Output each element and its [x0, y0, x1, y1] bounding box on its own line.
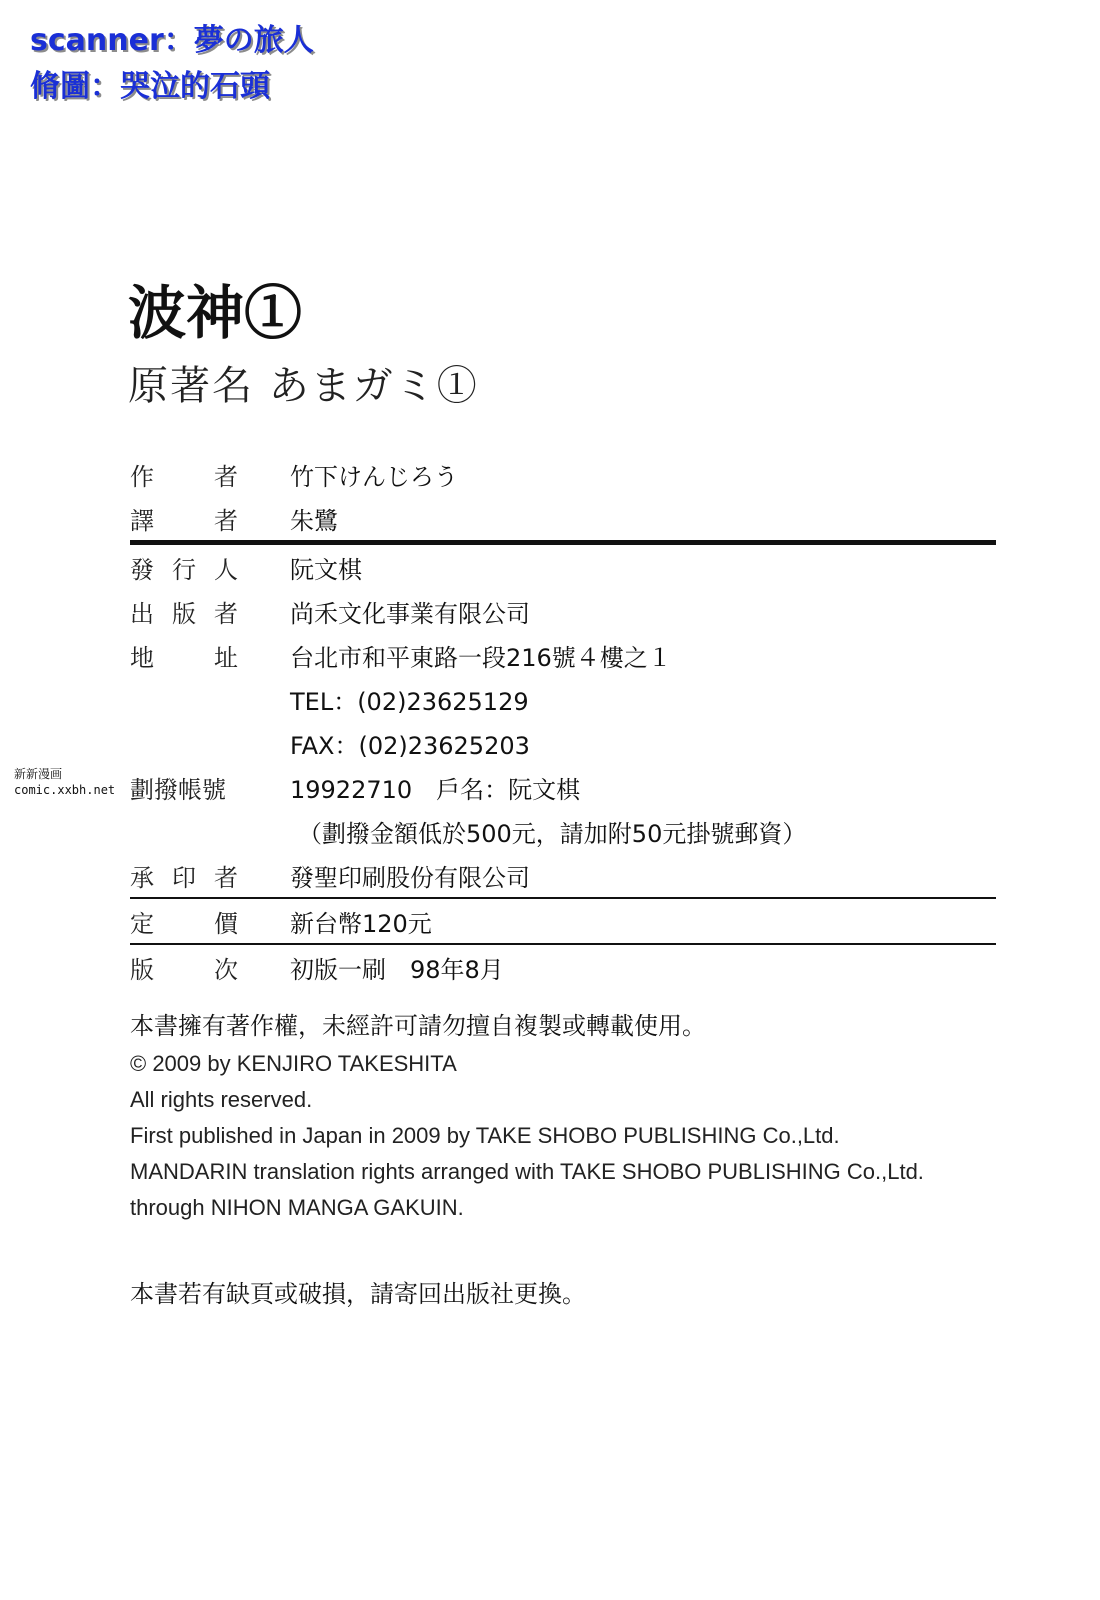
- label-char: 者: [214, 462, 238, 491]
- label-account: [130, 765, 238, 809]
- value-fax: FAX：(02)23625203: [290, 731, 530, 760]
- label-author: [130, 452, 238, 496]
- row-price: [130, 899, 996, 945]
- row-publisher-person: [130, 545, 996, 589]
- label-char: 址: [214, 643, 238, 672]
- label-char: 譯: [130, 506, 154, 535]
- value-publisher-person: 阮文棋: [290, 555, 362, 584]
- editor-credit: 脩圖：哭泣的石頭: [30, 69, 270, 104]
- label-char: 出: [130, 599, 154, 628]
- label-price: [130, 899, 238, 943]
- label-edition: [130, 945, 238, 989]
- label-address: [130, 633, 238, 677]
- row-fax: [130, 721, 996, 765]
- label-char: 承: [130, 863, 154, 892]
- label-translator: [130, 496, 238, 540]
- site-watermark: [14, 766, 115, 798]
- label-char: 者: [214, 506, 238, 535]
- watermark-name: 新新漫画: [14, 767, 63, 781]
- value-publisher: 尚禾文化事業有限公司: [290, 599, 530, 628]
- label-char: 價: [214, 909, 238, 938]
- label-char: 版: [130, 955, 154, 984]
- label-char: 者: [214, 863, 238, 892]
- original-title: 原著名 あまガミ①: [128, 363, 479, 409]
- rights-reserved: All rights reserved.: [130, 1087, 313, 1112]
- value-price: 新台幣120元: [290, 909, 432, 938]
- scanner-credit: scanner：夢の旅人: [30, 23, 314, 58]
- row-author: [130, 452, 996, 496]
- value-edition: 初版一刷 98年8月: [290, 955, 504, 984]
- first-published: First published in Japan in 2009 by TAKE SHOBO PUBLISHING Co.,Ltd.: [130, 1123, 840, 1148]
- label-char: 定: [130, 909, 154, 938]
- label-char: 行: [172, 555, 196, 584]
- label-char: 印: [172, 863, 196, 892]
- label-char: 版: [172, 599, 196, 628]
- value-account-note: （劃撥金額低於500元，請加附50元掛號郵資）: [298, 819, 807, 848]
- value-account: 19922710 戶名：阮文棋: [290, 775, 581, 804]
- colophon-table: [130, 452, 996, 989]
- value-author: 竹下けんじろう: [290, 462, 458, 491]
- label-text: 劃撥帳號: [130, 775, 226, 804]
- row-printer: [130, 853, 996, 899]
- row-account: [130, 765, 996, 809]
- label-char: 次: [214, 955, 238, 984]
- scan-credits: [30, 18, 314, 110]
- row-edition: [130, 945, 996, 989]
- label-char: 地: [130, 643, 154, 672]
- label-char: 作: [130, 462, 154, 491]
- translation-rights: MANDARIN translation rights arranged with TAKE SHOBO PUBLISHING Co.,Ltd.: [130, 1159, 924, 1184]
- row-address: [130, 633, 996, 677]
- value-translator: 朱鷺: [290, 506, 338, 535]
- row-tel: [130, 677, 996, 721]
- through-agency: through NIHON MANGA GAKUIN.: [130, 1195, 464, 1220]
- label-publisher-person: [130, 545, 238, 589]
- book-title: 波神①: [128, 279, 303, 347]
- row-translator: [130, 496, 996, 545]
- value-tel: TEL：(02)23625129: [290, 687, 529, 716]
- copyright-notice-zh: 本書擁有著作權，未經許可請勿擅自複製或轉載使用。: [130, 1012, 706, 1040]
- row-account-note: [130, 809, 996, 853]
- watermark-url: comic.xxbh.net: [14, 783, 116, 797]
- label-char: 發: [130, 555, 154, 584]
- label-char: 者: [214, 599, 238, 628]
- legal-section: [130, 1006, 1030, 1226]
- value-printer: 發聖印刷股份有限公司: [290, 863, 530, 892]
- label-printer: [130, 853, 238, 897]
- label-publisher: [130, 589, 238, 633]
- label-char: 人: [214, 555, 238, 584]
- defect-notice: 本書若有缺頁或破損，請寄回出版社更換。: [130, 1280, 586, 1308]
- row-publisher: [130, 589, 996, 633]
- value-address: 台北市和平東路一段216號４樓之１: [290, 643, 672, 672]
- copyright-line: © 2009 by KENJIRO TAKESHITA: [130, 1051, 457, 1076]
